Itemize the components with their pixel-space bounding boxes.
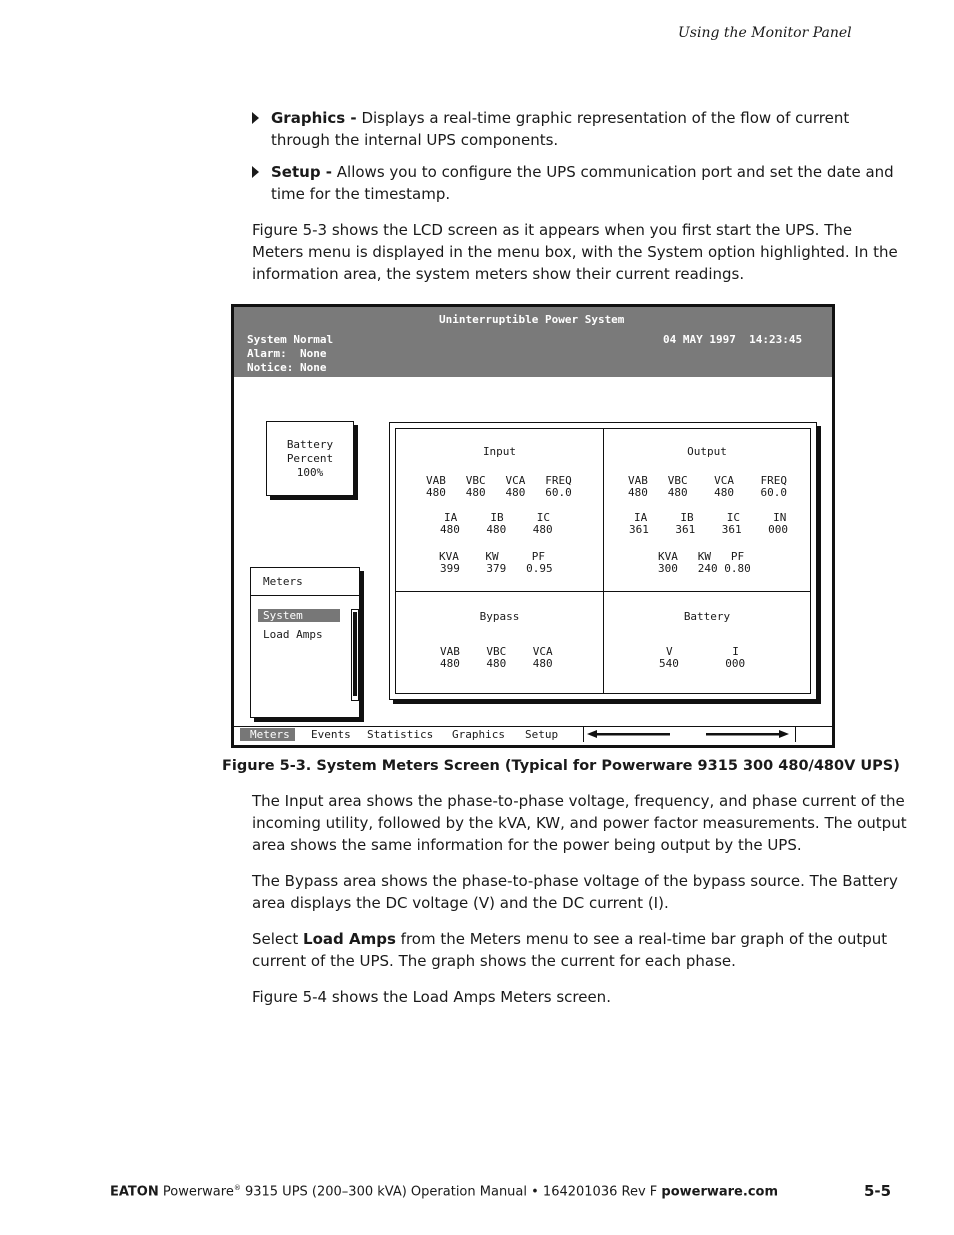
- footer-brand: EATON: [110, 1184, 159, 1200]
- battery-percent-value: 100%: [296, 466, 324, 479]
- lcd-datetime: 04 MAY 1997 14:23:45: [663, 333, 803, 346]
- paragraph-select: [252, 928, 907, 972]
- footer-site: powerware.com: [661, 1184, 778, 1200]
- running-head: Using the Monitor Panel: [678, 25, 852, 41]
- tab-meters[interactable]: Meters: [240, 728, 295, 741]
- bypass-title: Bypass: [479, 610, 520, 623]
- output-row2-labels: IA IB IC IN: [634, 511, 787, 524]
- lcd-tab-bar: [240, 727, 830, 742]
- battery-title: Battery: [683, 610, 731, 623]
- battery-labels: V I: [666, 645, 739, 658]
- tab-events[interactable]: Events: [311, 728, 351, 741]
- select-text: Select: [252, 930, 304, 948]
- bypass-labels: VAB VBC VCA: [440, 645, 553, 658]
- menu-title: Meters: [263, 575, 303, 588]
- menu-item-system[interactable]: System: [258, 609, 340, 622]
- paragraph-bypass: The Bypass area shows the phase-to-phase voltage of the bypass source. The Battery area displays the DC voltage (V) and the DC current (I).: [252, 872, 898, 912]
- scroll-right-arrow-icon: [706, 730, 789, 738]
- paragraph-figure4: Figure 5-4 shows the Load Amps Meters screen.: [252, 988, 611, 1006]
- output-row3-values: 300 240 0.80: [658, 562, 751, 575]
- figure-caption: Figure 5-3. System Meters Screen (Typical for Powerware 9315 300 480/480V UPS): [222, 758, 900, 774]
- page-footer: [110, 1184, 778, 1199]
- lcd-notice: Notice: None: [247, 361, 327, 374]
- output-title: Output: [687, 445, 727, 458]
- menu-scrollbar[interactable]: [351, 609, 359, 701]
- footer-product: Powerware: [158, 1184, 234, 1200]
- output-row1-values: 480 480 480 60.0: [628, 486, 787, 499]
- tab-scroll-area[interactable]: [583, 726, 796, 742]
- input-panel: [396, 429, 603, 591]
- lcd-screen: [231, 304, 835, 748]
- paragraph-input: The Input area shows the phase-to-phase voltage, frequency, and phase current of the incoming utility, followed by the kVA, KW, and power factor measurements. The output area shows the same information for the power being output by the UPS.: [252, 792, 907, 854]
- input-title: Input: [482, 445, 517, 458]
- bullet-arrow-icon: [252, 112, 259, 124]
- bullet-text: Allows you to configure the UPS communication port and set the date and time for the timestamp.: [271, 163, 894, 203]
- output-panel: [604, 429, 810, 591]
- paragraph-intro: Figure 5-3 shows the LCD screen as it appears when you first start the UPS. The Meters menu is displayed in the menu box, with the System option highlighted. In the information area, the system meters show their current readings.: [252, 221, 898, 283]
- lcd-status: System Normal: [247, 333, 334, 346]
- select-text: from the Meters menu to see a real-time bar graph of the output current of the UPS. The graph shows the current for each phase.: [252, 930, 888, 970]
- battery-percent-box: [266, 421, 354, 496]
- bypass-values: 480 480 480: [440, 657, 553, 670]
- lcd-alarm: Alarm: None: [247, 347, 327, 360]
- footer-text: 9315 UPS (200–300 kVA) Operation Manual • 164201036 Rev F: [240, 1184, 662, 1200]
- input-row1-labels: VAB VBC VCA FREQ: [426, 474, 572, 487]
- bullet-term: Setup -: [271, 163, 333, 181]
- battery-percent-label: Battery: [286, 438, 334, 451]
- input-row1-values: 480 480 480 60.0: [426, 486, 572, 499]
- input-row3-labels: KVA KW PF: [439, 550, 545, 563]
- tab-setup[interactable]: Setup: [525, 728, 559, 741]
- tab-statistics[interactable]: Statistics: [367, 728, 434, 741]
- bullet-term: Graphics -: [271, 109, 357, 127]
- menu-item-load-amps[interactable]: Load Amps: [263, 628, 323, 641]
- load-amps-term: Load Amps: [303, 930, 396, 948]
- output-row2-values: 361 361 361 000: [629, 523, 788, 536]
- tab-graphics[interactable]: Graphics: [452, 728, 505, 741]
- battery-panel: [604, 592, 810, 693]
- input-row3-values: 399 379 0.95: [440, 562, 553, 575]
- battery-values: 540 000: [659, 657, 746, 670]
- bypass-panel: [396, 592, 603, 693]
- meters-data-grid: [389, 422, 817, 700]
- input-row2-values: 480 480 480: [440, 523, 553, 536]
- input-row2-labels: IA IB IC: [444, 511, 550, 524]
- battery-percent-label: Percent: [286, 452, 334, 465]
- scroll-left-arrow-icon: [587, 730, 670, 738]
- output-row1-labels: VAB VBC VCA FREQ: [628, 474, 787, 487]
- lcd-header: [234, 307, 832, 377]
- bullet-setup: [252, 161, 902, 205]
- bullet-text: Displays a real-time graphic representation of the flow of current through the internal UPS components.: [271, 109, 850, 149]
- meters-menu-box: [250, 567, 360, 718]
- bullet-arrow-icon: [252, 166, 259, 178]
- page-number: 5-5: [864, 1182, 892, 1200]
- output-row3-labels: KVA KW PF: [658, 550, 745, 563]
- bullet-graphics: [252, 107, 902, 151]
- lcd-title: Uninterruptible Power System: [439, 313, 625, 326]
- footer-reg: ®: [233, 1184, 241, 1192]
